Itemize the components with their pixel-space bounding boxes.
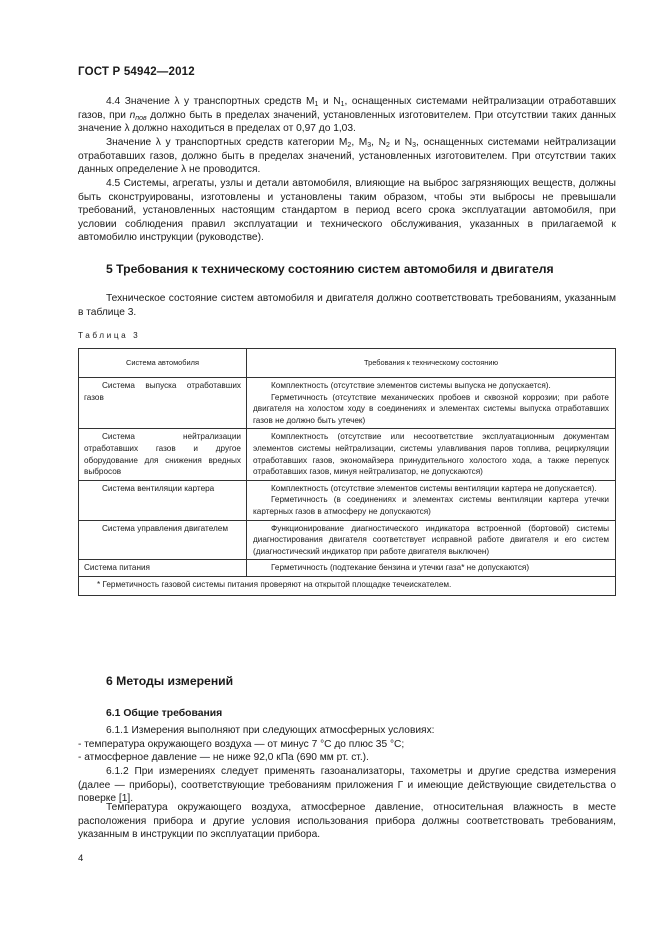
- page-number: 4: [78, 853, 84, 864]
- requirements-cell: [247, 378, 616, 429]
- system-cell: Система вентиляции картера: [79, 480, 247, 520]
- section-5-heading: 5 Требования к техническому состоянию систем автомобиля и двигателя: [106, 262, 554, 276]
- table-row: [79, 378, 616, 429]
- system-cell: Система выпуска отработавших газов: [79, 378, 247, 429]
- requirement-line: Герметичность (в соединениях и элементах системы вентиляции картера утечки картерных газов в атмосферу не допускаются): [253, 495, 609, 516]
- requirement-line: Герметичность (отсутствие механических пробоев и сквозной коррозии; при работе двигателя на холостом ходу в соединениях и элементах системы выпуска отработавших газов не должно быть утечек): [253, 392, 609, 425]
- paragraph-6-1-3: Температура окружающего воздуха, атмосферное давление, относительная влажность в месте расположения прибора и другие условия использования прибора должны соответствовать требованиям, указанным в инструкции по эксплуатации прибора.: [78, 802, 616, 841]
- paragraph-4-4: 4.4 Значение λ у транспортных средств $M_1$ и $N_1$, оснащенных системами нейтрализации отработавших газов, при $n_{пов}$ должно быть в пределах значений, установленных изготовителем. При отсутствии таких данных значение λ должно находиться в пределах от 0,97 до 1,03.: [78, 96, 616, 135]
- table-row: [79, 520, 616, 560]
- table-row: [79, 480, 616, 520]
- requirement-line: Комплектность (отсутствие элементов системы вентиляции картера не допускается).: [271, 483, 597, 493]
- subsection-6-1-heading: 6.1 Общие требования: [106, 708, 223, 719]
- section-6-heading: 6 Методы измерений: [106, 674, 234, 688]
- paragraph-6-1-2: 6.1.2 При измерениях следует применять газоанализаторы, тахометры и другие средства измерения (далее — приборы), соответствующие требованиям приложения Г и имеющие действующие свидетельства о поверке [1].: [78, 766, 616, 805]
- column-header-system: Система автомобиля: [79, 349, 247, 378]
- list-item-pressure: - атмосферное давление — не ниже 92,0 кПа (690 мм рт. ст.).: [78, 752, 369, 764]
- table-footnote-row: [79, 576, 616, 595]
- requirements-cell: [247, 429, 616, 480]
- table-caption: Таблица 3: [78, 331, 141, 340]
- section-5-intro: Техническое состояние систем автомобиля и двигателя должно соответствовать требованиям, указанным в таблице 3.: [78, 293, 616, 318]
- table-row: [79, 560, 616, 577]
- requirements-cell: [247, 480, 616, 520]
- table-header-row: [79, 349, 616, 378]
- column-header-requirements: Требования к техническому состоянию: [247, 349, 616, 378]
- requirement-line: Функционирование диагностического индикатора встроенной (бортовой) системы диагностирования двигателя соответствует исправной работе двигателя и его систем (диагностический индикатор при работе двигателя выключен): [253, 523, 609, 556]
- paragraph-4-4-categories: Значение λ у транспортных средств категории $M_2$, $M_3$, $N_2$ и $N_3$, оснащенных системами нейтрализации отработавших газов, должно быть в пределах значений, установленных изготовителем. При отсутствии таких данных определение λ не проводится.: [78, 137, 616, 176]
- list-item-temperature: - температура окружающего воздуха — от минус 7 °С до плюс 35 °С;: [78, 738, 405, 750]
- requirement-line: Герметичность (подтекание бензина и утечки газа* не допускаются): [271, 563, 530, 573]
- requirement-line: Комплектность (отсутствие элементов системы выпуска не допускается).: [271, 381, 551, 390]
- requirements-cell: [247, 520, 616, 560]
- requirement-line: Комплектность (отсутствие или несоответствие эксплуатационным документам элементов системы нейтрализации, системы улавливания паров топлива, рециркуляции отработавших газов, экономайзера принудительного холостого хода, а также перепуск отработавших газов, минуя нейтрализатор, не допускаются): [253, 432, 609, 477]
- system-cell: Система управления двигателем: [79, 520, 247, 560]
- table-footnote: * Герметичность газовой системы питания проверяют на открытой площадке течеискателем.: [79, 576, 616, 595]
- system-cell: Система нейтрализации отработавших газов и другое оборудование для снижения вредных выбросов: [79, 429, 247, 480]
- document-header: ГОСТ Р 54942—2012: [78, 66, 195, 78]
- table-3: [78, 348, 616, 596]
- paragraph-6-1-1: 6.1.1 Измерения выполняют при следующих атмосферных условиях:: [106, 725, 435, 736]
- paragraph-4-5: 4.5 Системы, агрегаты, узлы и детали автомобиля, влияющие на выброс загрязняющих веществ, должны быть сконструированы, изготовлены и установлены таким образом, чтобы эти выбросы не превышали требований, установленных настоящим стандартом в период всего срока эксплуатации автомобиля, при условии соблюдения правил эксплуатации и технического обслуживания, указанных в прилагаемой к автомобилю инструкции (руководстве).: [78, 178, 616, 244]
- table-row: [79, 429, 616, 480]
- requirements-cell: [247, 560, 616, 577]
- system-cell: Система питания: [79, 560, 247, 577]
